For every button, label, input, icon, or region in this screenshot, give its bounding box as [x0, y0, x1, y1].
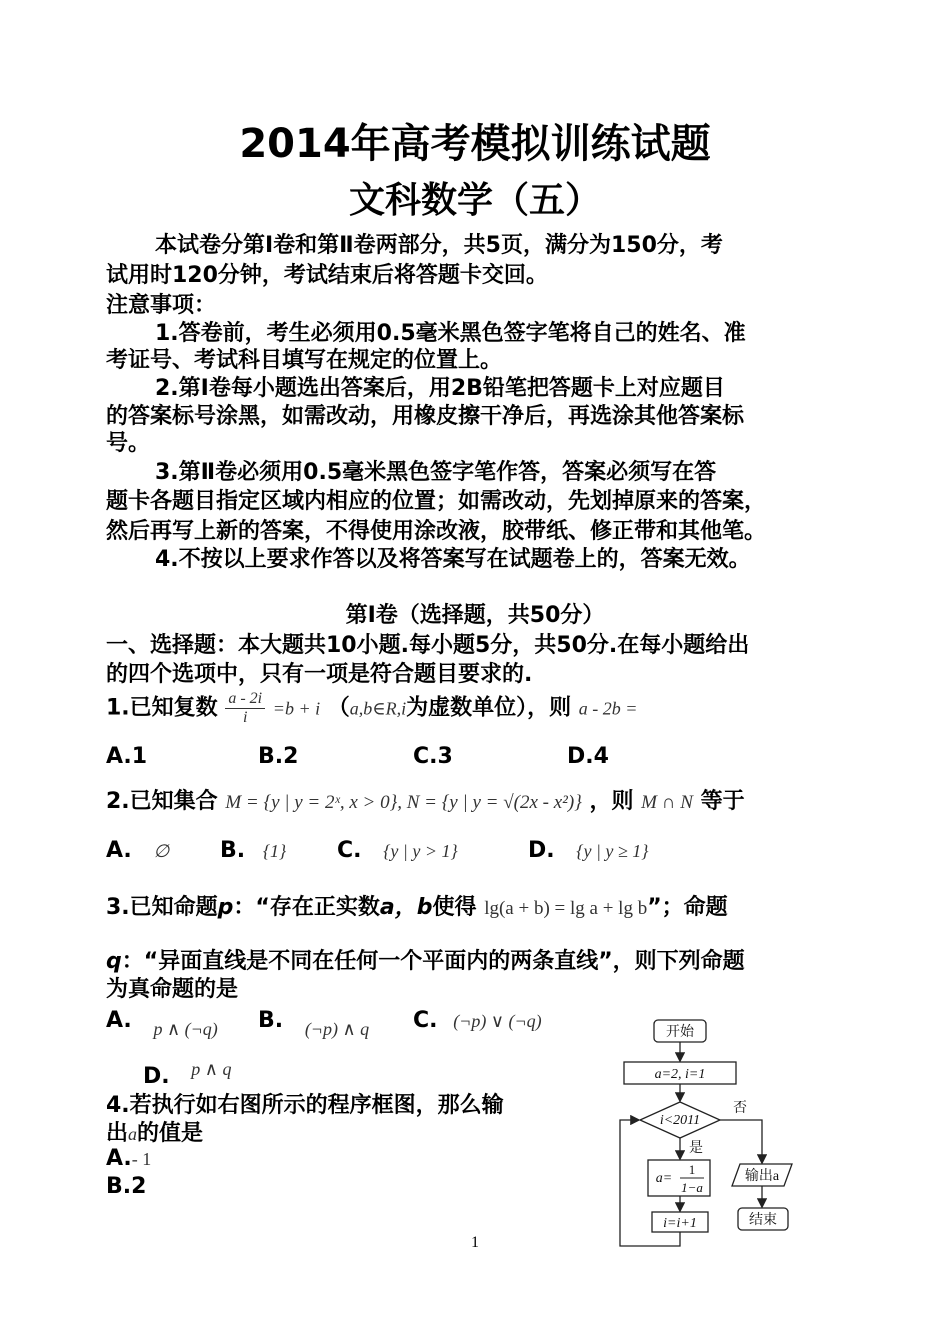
q3-formula: lg(a + b) = lg a + lg b	[484, 898, 648, 919]
page-title: 2014年高考模拟训练试题	[239, 121, 711, 167]
q1-fraction	[225, 690, 265, 727]
q2-intersection: M ∩ N	[641, 792, 693, 813]
q2-option-d	[528, 838, 649, 863]
notice-item-3-line-1: 3.第Ⅱ卷必须用0.5毫米黑色签字笔作答，答案必须写在答	[155, 460, 717, 485]
q3-option-d-value: p ∧ q	[191, 1059, 232, 1079]
q3-option-c-value: (¬p) ∨ (¬q)	[453, 1011, 542, 1031]
q3-prefix: 3.已知命题	[106, 895, 218, 920]
q3-option-b	[258, 1008, 370, 1039]
q4-option-b: B.2	[106, 1174, 147, 1199]
q1-prefix: 1.已知复数	[106, 695, 218, 721]
page-subtitle: 文科数学（五）	[348, 180, 601, 221]
q1-cond: a,b∈R,i	[349, 698, 407, 719]
q2-option-d-label: D.	[528, 838, 555, 863]
q3-option-b-value: (¬p) ∧ q	[304, 1019, 370, 1039]
q3-option-d-label: D.	[143, 1064, 170, 1089]
page-number: 1	[471, 1234, 479, 1251]
question-2	[106, 784, 745, 815]
q2-option-c	[337, 838, 458, 863]
q3-q-label: q	[106, 949, 122, 974]
q2-option-b-label: B.	[220, 838, 246, 863]
flow-cond-label: i<2011	[659, 1113, 701, 1128]
q2-suffix: 等于	[700, 789, 745, 814]
q2-option-b	[220, 838, 286, 863]
q1-expr: =b + i	[272, 698, 321, 719]
q2-mid: ，则	[589, 789, 634, 814]
question-3	[106, 890, 728, 921]
notice-item-2-line-2: 的答案标号涂黑，如需改动，用橡皮擦干净后，再选涂其他答案标	[106, 404, 745, 429]
q3-ab: a，b	[379, 895, 433, 920]
intro-line-1: 本试卷分第Ⅰ卷和第Ⅱ卷两部分，共5页，满分为150分，考	[155, 233, 723, 258]
notice-heading: 注意事项：	[106, 293, 217, 318]
q1-target: a - 2b =	[578, 698, 638, 719]
q3-p: p	[217, 895, 234, 920]
q3-line-2: ：“异面直线是不同在任何一个平面内的两条直线”，则下列命题	[121, 949, 745, 974]
notice-item-1-line-1: 1.答卷前，考生必须用0.5毫米黑色签字笔将自己的姓名、准	[155, 321, 746, 346]
section-heading: 第Ⅰ卷（选择题，共50分）	[345, 603, 605, 628]
q1-option-c: C.3	[413, 744, 453, 769]
q2-option-c-label: C.	[337, 838, 362, 863]
notice-item-3-line-2: 题卡各题目指定区域内相应的位置；如需改动，先划掉原来的答案，	[106, 489, 767, 514]
q3-text-2: 使得	[432, 895, 477, 920]
q2-option-c-value: {y | y > 1}	[383, 841, 458, 861]
q1-option-d: D.4	[567, 744, 609, 769]
q4-line-2-pre: 出	[106, 1121, 129, 1146]
q3-text-3: ”；命题	[647, 895, 728, 920]
flowchart	[612, 1012, 822, 1252]
question-3-line-2	[106, 944, 745, 975]
q2-option-b-value: {1}	[262, 841, 287, 861]
question-1	[106, 690, 637, 727]
intro-line-2: 试用时120分钟，考试结束后将答题卡交回。	[106, 263, 548, 288]
q1-option-a: A.1	[106, 744, 148, 769]
q2-sets: M = {y | y = 2ˣ, x > 0}, N = {y | y = √(2x - x²)}	[225, 792, 582, 813]
q3-option-a-value: p ∧ (¬q)	[153, 1019, 218, 1039]
q2-prefix: 2.已知集合	[106, 789, 218, 814]
flow-yes-label: 是	[689, 1141, 703, 1156]
q4-line-2-post: 的值是	[137, 1121, 204, 1146]
q3-option-a-label: A.	[106, 1008, 132, 1033]
q2-option-a-value: ∅	[153, 841, 170, 861]
q1-cond-text: 为虚数单位），则	[406, 695, 572, 721]
flow-no-label: 否	[733, 1101, 747, 1116]
flow-output-label: 输出a	[744, 1169, 780, 1184]
flow-assign-num: 1	[688, 1162, 696, 1177]
notice-item-2-line-1: 2.第Ⅰ卷每小题选出答案后，用2B铅笔把答题卡上对应题目	[155, 376, 725, 401]
q1-cond-open: （	[327, 695, 350, 721]
q4-option-a	[106, 1146, 151, 1171]
flow-assign-lhs: a=	[655, 1171, 673, 1186]
flow-incr-label: i=i+1	[663, 1216, 697, 1231]
flow-assign-den: 1−a	[681, 1180, 703, 1195]
flow-init-label: a=2, i=1	[654, 1067, 706, 1082]
flow-end-label: 结束	[749, 1213, 777, 1228]
q3-text-1: ：“存在正实数	[233, 895, 380, 920]
q2-option-d-value: {y | y ≥ 1}	[576, 841, 649, 861]
question-3-line-3: 为真命题的是	[106, 977, 239, 1002]
q2-option-a-label: A.	[106, 838, 132, 863]
q3-option-b-label: B.	[258, 1008, 284, 1033]
q4-option-a-value: - 1	[131, 1149, 152, 1169]
q1-frac-num: a - 2i	[225, 690, 265, 709]
q3-option-c	[413, 1008, 542, 1033]
question-4-line-1: 4.若执行如右图所示的程序框图，那么输	[106, 1093, 504, 1118]
question-4-line-2	[106, 1116, 203, 1147]
notice-item-4: 4.不按以上要求作答以及将答案写在试题卷上的，答案无效。	[155, 547, 751, 572]
q3-option-a	[106, 1008, 218, 1039]
q3-option-d	[143, 1056, 232, 1089]
notice-item-1-line-2: 考证号、考试科目填写在规定的位置上。	[106, 348, 503, 373]
notice-item-3-line-3: 然后再写上新的答案，不得使用涂改液，胶带纸、修正带和其他笔。	[106, 519, 767, 544]
q1-option-b: B.2	[258, 744, 299, 769]
q4-var-a: a	[128, 1124, 138, 1144]
q4-option-a-label: A.	[106, 1146, 132, 1171]
q1-frac-den: i	[243, 709, 248, 726]
q3-option-c-label: C.	[413, 1008, 438, 1033]
section-desc-line-1: 一、选择题：本大题共10小题.每小题5分，共50分.在每小题给出	[106, 633, 750, 658]
q2-option-a	[106, 838, 169, 863]
flow-start-label: 开始	[666, 1025, 694, 1040]
section-desc-line-2: 的四个选项中，只有一项是符合题目要求的.	[106, 662, 533, 687]
notice-item-2-line-3: 号。	[106, 431, 151, 456]
